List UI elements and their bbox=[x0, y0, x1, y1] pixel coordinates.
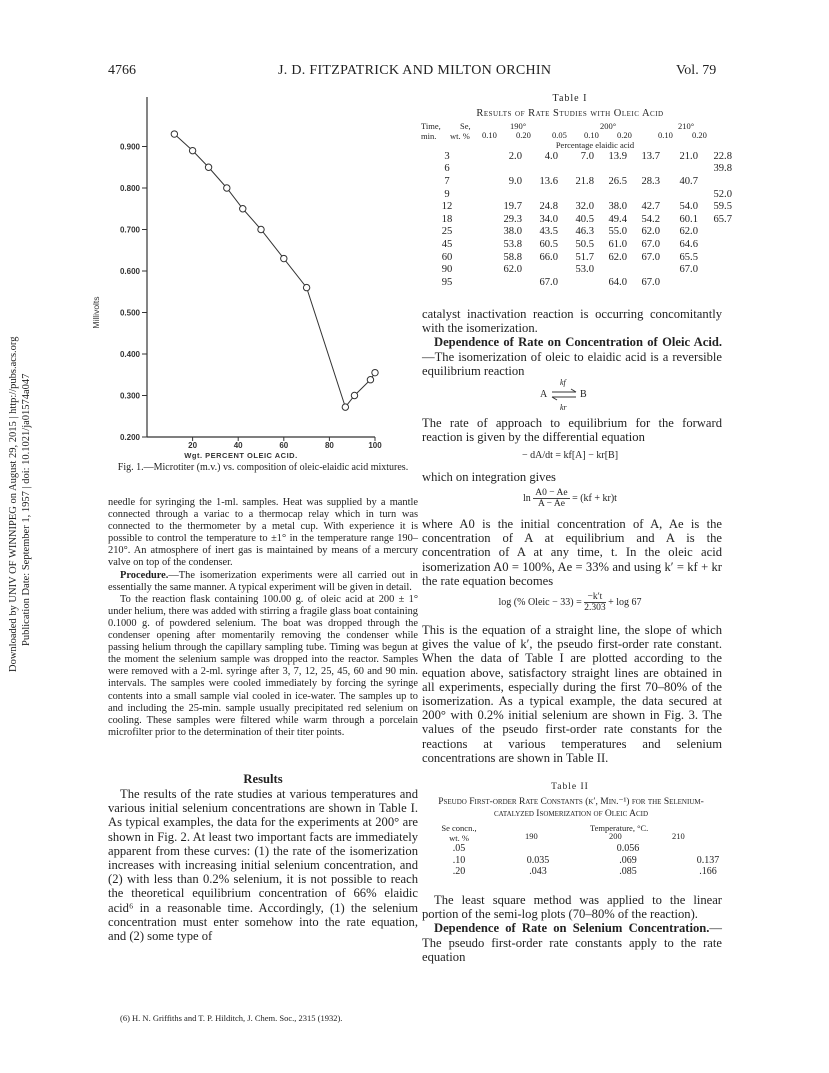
table-cell: 0.137 bbox=[696, 854, 720, 866]
x-tick-label: 20 bbox=[188, 441, 198, 450]
footnote: (6) H. N. Griffiths and T. P. Hilditch, J. Chem. Soc., 2315 (1932). bbox=[120, 1013, 343, 1023]
figure-1-caption bbox=[108, 462, 418, 474]
table-row bbox=[427, 188, 732, 201]
table-cell: 58.8 bbox=[503, 251, 522, 263]
section-heading-oleic: Dependence of Rate on Concentration of Oleic Acid. bbox=[434, 335, 722, 350]
table-cell: 3 bbox=[444, 150, 450, 162]
table-cell: 38.0 bbox=[608, 201, 627, 213]
table-cell: 4.0 bbox=[544, 150, 558, 162]
table-cell: 54.2 bbox=[641, 213, 660, 225]
paragraph: This is the equation of a straight line, the slope of which gives the value of k′, the pseudo first-order rate constant. When the data of Table I are plotted according to the equation above, satisfactory straight lines are obtained in all experiments, especially during the first 70–80% of the isomerization. As a typical example, the data secured at 200° with 0.2% initial selenium are shown in Fig. 3. The values of the pseudo first-order rate constants for the reactions at various temperatures and selenium concentrations are shown in Table II. bbox=[422, 623, 722, 765]
table-cell bbox=[522, 188, 558, 201]
equation-2: ln $\frac{A0 - Ae}{A - Ae}$ = (kf + kr)t bbox=[523, 488, 617, 509]
table1-temp-190: 190° bbox=[510, 121, 527, 131]
table-cell: 40.5 bbox=[575, 213, 594, 225]
table-cell: 2.0 bbox=[508, 150, 522, 162]
paragraph-straight-line bbox=[422, 623, 722, 765]
y-tick-label: 0.700 bbox=[119, 225, 140, 235]
table2 bbox=[440, 843, 758, 878]
table-cell: 40.7 bbox=[679, 175, 698, 187]
table-cell: 49.4 bbox=[608, 213, 627, 225]
paragraph bbox=[422, 335, 722, 378]
table-cell bbox=[467, 276, 522, 289]
table-cell: 39.8 bbox=[713, 163, 732, 175]
data-point bbox=[372, 369, 378, 375]
paragraph: The results of the rate studies at various temperatures and various initial selenium concentrations are shown in Table I. As typical examples, the data for the experiments at 200° are shown in Fig. 2. At least two important facts are immediately apparent from these curves: (1) the rate of the isomerization increases with increasing initial selenium concentration, and (2) with less than 0.2% selenium, it is not possible to reach the theoretical equilibrium concentration of 66% elaidic acid⁶ in a reasonable time. Accordingly, (1) the selenium concentration must enter somehow into the rate equation, and (2) some type of bbox=[108, 787, 418, 944]
table-cell: 67.0 bbox=[641, 276, 660, 288]
table-row bbox=[427, 150, 732, 163]
table-cell: 9 bbox=[444, 188, 450, 200]
paragraph-definitions bbox=[422, 517, 722, 588]
paragraph bbox=[422, 921, 722, 964]
table-row bbox=[427, 238, 732, 251]
left-column bbox=[108, 497, 418, 739]
table-cell: 62.0 bbox=[608, 251, 627, 263]
table-cell: 6 bbox=[444, 163, 450, 175]
table-cell: 13.6 bbox=[539, 175, 558, 187]
table-cell: 13.7 bbox=[641, 150, 660, 162]
y-tick-label: 0.400 bbox=[119, 350, 140, 359]
table-cell: 61.0 bbox=[608, 238, 627, 250]
table-cell: 24.8 bbox=[539, 201, 558, 213]
y-tick-label: 0.800 bbox=[119, 184, 140, 193]
table-cell: .043 bbox=[529, 866, 547, 878]
table-cell: .085 bbox=[619, 866, 637, 878]
data-point bbox=[224, 185, 230, 191]
table-cell bbox=[627, 263, 660, 276]
equation-1: − dA/dt = kf[A] − kr[B] bbox=[521, 450, 619, 461]
table-cell: 60 bbox=[441, 251, 453, 263]
download-stamp bbox=[8, 262, 30, 682]
table-cell: 0.056 bbox=[616, 843, 640, 855]
table-cell: 22.8 bbox=[713, 150, 732, 162]
table-cell: .10 bbox=[452, 854, 466, 866]
table-cell bbox=[467, 163, 522, 176]
table-cell: 95 bbox=[441, 276, 453, 288]
table-cell: 67.0 bbox=[641, 251, 660, 263]
table1-temp-210: 210° bbox=[678, 121, 695, 131]
table1-time-header: Time, min. bbox=[421, 121, 441, 141]
table-cell: 62.0 bbox=[641, 226, 660, 238]
table-cell bbox=[698, 276, 732, 289]
equilibrium-arrow-icon bbox=[550, 388, 578, 402]
table-cell: 50.5 bbox=[575, 238, 594, 250]
table1-temp-200: 200° bbox=[600, 121, 617, 131]
reaction-scheme bbox=[540, 378, 620, 414]
table-cell bbox=[558, 276, 594, 289]
table-cell: 67.0 bbox=[539, 276, 558, 288]
y-tick-label: 0.200 bbox=[119, 433, 140, 442]
table-cell bbox=[594, 163, 627, 176]
x-axis-label: Wgt. PERCENT OLEIC ACID. bbox=[184, 451, 298, 460]
table-cell: 65.5 bbox=[679, 251, 698, 263]
running-title: J. D. FITZPATRICK AND MILTON ORCHIN bbox=[278, 63, 552, 78]
table-cell: 12 bbox=[441, 201, 453, 213]
table-cell: .166 bbox=[699, 866, 717, 878]
table-cell: 66.0 bbox=[539, 251, 558, 263]
table-cell bbox=[660, 276, 698, 289]
data-point bbox=[367, 377, 373, 383]
table-row bbox=[427, 163, 732, 176]
data-point bbox=[342, 404, 348, 410]
table-cell: 54.0 bbox=[679, 201, 698, 213]
table-row bbox=[440, 866, 758, 878]
data-point bbox=[171, 131, 177, 137]
data-point bbox=[281, 255, 287, 261]
y-tick-label: 0.600 bbox=[119, 267, 140, 276]
table-cell: 9.0 bbox=[508, 175, 522, 187]
figure-caption-text: —Microtiter (m.v.) vs. composition of oleic-elaidic acid mixtures. bbox=[143, 462, 409, 473]
series-line bbox=[174, 134, 375, 407]
table-cell bbox=[594, 263, 627, 276]
table-cell: 62.0 bbox=[503, 264, 522, 276]
table-cell: 7.0 bbox=[580, 150, 594, 162]
table1-label: Table I bbox=[552, 93, 588, 104]
table-cell: 43.5 bbox=[539, 226, 558, 238]
table2-col-210: 210 bbox=[672, 831, 685, 841]
rxn-a: A bbox=[540, 389, 548, 400]
table-row bbox=[427, 175, 732, 188]
section-heading-selenium: Dependence of Rate on Selenium Concentration. bbox=[434, 921, 710, 936]
table1-title: Results of Rate Studies with Oleic Acid bbox=[476, 108, 664, 119]
table2-title: Pseudo First-order Rate Constants (k′, Min.⁻¹) for the Selenium-catalyzed Isomerization of Oleic Acid bbox=[438, 797, 704, 819]
table-cell bbox=[478, 843, 598, 855]
y-tick-label: 0.300 bbox=[119, 391, 140, 401]
table-cell: 60.5 bbox=[539, 238, 558, 250]
procedure-heading: Procedure. bbox=[120, 569, 169, 581]
table-cell bbox=[627, 163, 660, 176]
table2-temp-header: Temperature, °C. bbox=[590, 823, 649, 833]
table-cell bbox=[660, 188, 698, 201]
table-cell: 38.0 bbox=[503, 226, 522, 238]
table-cell: 60.1 bbox=[679, 213, 698, 225]
x-tick-label: 100 bbox=[368, 441, 382, 450]
results-paragraph bbox=[108, 787, 418, 943]
data-point bbox=[240, 206, 246, 212]
table-cell: 53.0 bbox=[575, 264, 594, 276]
table2-col-200: 200 bbox=[609, 831, 622, 841]
table-cell: 0.035 bbox=[526, 854, 550, 866]
paragraph-rate bbox=[422, 416, 722, 444]
paragraph: To the reaction flask containing 100.00 g. of oleic acid at 200 ± 1° under helium, there was added with stirring a fragile glass boat containing 0.1000 g. of powdered selenium. The boat was dropped through the condenser opening after momentarily removing the condenser while passing helium through the capillary sampling tube. Timing was begun at the moment the selenium sample was dropped into the reactor. Samples were removed with a 2-ml. syringe after 3, 7, 12, 25, 45, 60 and 90 min. intervals. The samples were cooled immediately by forcing the syringe contents into a small sample vial cooled in ice-water. The samples up to and including the 25-min. sample usually precipitated red selenium on cooling. These samples were filtered while warm through a porcelain microfilter prior to the determination of their titer points. bbox=[108, 593, 418, 738]
table2-col-190: 190 bbox=[525, 831, 538, 841]
table-row bbox=[427, 213, 732, 226]
table2-label: Table II bbox=[551, 782, 589, 792]
table-row bbox=[427, 251, 732, 264]
paragraph bbox=[108, 570, 418, 594]
table-cell: 67.0 bbox=[679, 264, 698, 276]
table-cell bbox=[658, 843, 758, 855]
download-stamp-line1: Downloaded by UNIV OF WINNIPEG on August 29, 2015 | http://pubs.acs.org bbox=[8, 336, 19, 672]
table-cell bbox=[467, 188, 522, 201]
table-cell: 90 bbox=[441, 264, 453, 276]
procedure-text: —The isomerization experiments were all carried out in essentially the same manner. A typical experiment will be given in detail. bbox=[108, 569, 418, 593]
table-cell bbox=[660, 163, 698, 176]
table-cell: 21.0 bbox=[679, 150, 698, 162]
table-cell: 13.9 bbox=[608, 150, 627, 162]
table-cell: .20 bbox=[452, 866, 466, 878]
table-row bbox=[440, 855, 758, 867]
table-cell: 28.3 bbox=[641, 175, 660, 187]
table-cell: .069 bbox=[619, 854, 637, 866]
table-cell: 29.3 bbox=[503, 213, 522, 225]
table-cell: 51.7 bbox=[575, 251, 594, 263]
table1-se-header: Se, wt. % bbox=[450, 121, 471, 141]
paragraph-text: —The pseudo first-order rate constants apply to the rate equation bbox=[422, 921, 722, 964]
table-cell bbox=[558, 163, 594, 176]
table-cell: 59.5 bbox=[713, 201, 732, 213]
table-row bbox=[427, 226, 732, 239]
x-tick-label: 40 bbox=[233, 441, 243, 450]
table-cell: 62.0 bbox=[679, 226, 698, 238]
data-point bbox=[258, 226, 264, 232]
paragraph: The rate of approach to equilibrium for the forward reaction is given by the differential equation bbox=[422, 416, 722, 445]
table-cell bbox=[558, 188, 594, 201]
figure-caption-label: Fig. 1. bbox=[117, 462, 144, 473]
volume-number: Vol. 79 bbox=[676, 63, 717, 78]
table-cell: 64.0 bbox=[608, 276, 627, 288]
figure-1-chart bbox=[75, 85, 415, 480]
data-point bbox=[205, 164, 211, 170]
paragraph: The least square method was applied to the linear portion of the semi-log plots (70–80% of the reaction). bbox=[422, 893, 722, 922]
paragraph: catalyst inactivation reaction is occurring concomitantly with the isomerization. bbox=[422, 307, 722, 336]
table-cell: .05 bbox=[452, 843, 466, 855]
table-cell bbox=[594, 188, 627, 201]
table-cell: 34.0 bbox=[539, 213, 558, 225]
table-cell bbox=[627, 188, 660, 201]
y-tick-label: 0.900 bbox=[119, 142, 140, 152]
data-point bbox=[351, 392, 357, 398]
table-cell: 26.5 bbox=[608, 175, 627, 187]
table-row bbox=[427, 200, 732, 213]
table-cell bbox=[698, 226, 732, 239]
table-cell: 46.3 bbox=[575, 226, 594, 238]
table-cell: 42.7 bbox=[641, 201, 660, 213]
table-cell bbox=[698, 238, 732, 251]
table-cell bbox=[522, 163, 558, 176]
table-cell: 52.0 bbox=[713, 188, 732, 200]
y-axis-label: Millivolts bbox=[91, 296, 101, 329]
table-cell: 67.0 bbox=[641, 238, 660, 250]
table-cell bbox=[698, 251, 732, 264]
table-cell: 45 bbox=[441, 238, 453, 250]
table-cell: 7 bbox=[444, 175, 450, 187]
rxn-kf: kf bbox=[560, 378, 566, 387]
table-cell: 21.8 bbox=[575, 175, 594, 187]
page-number: 4766 bbox=[108, 63, 136, 78]
table1 bbox=[427, 150, 732, 289]
y-tick-label: 0.500 bbox=[119, 308, 140, 318]
paragraph-text: —The isomerization of oleic to elaidic acid is a reversible equilibrium reaction bbox=[422, 349, 722, 378]
paragraph: where A0 is the initial concentration of A, Ae is the concentration of A at equilibrium and A is the concentration of A at any time, t. In the oleic acid isomerization A0 = 100%, Ae = 33% and using k′ = kf + kr the rate equation becomes bbox=[422, 517, 722, 588]
table-cell: 32.0 bbox=[575, 201, 594, 213]
right-column-top bbox=[422, 307, 722, 378]
table-cell: 64.6 bbox=[679, 238, 698, 250]
table-row bbox=[440, 843, 758, 855]
table-cell: 55.0 bbox=[608, 226, 627, 238]
x-tick-label: 80 bbox=[324, 441, 334, 450]
table-cell bbox=[698, 263, 732, 276]
paragraph: needle for syringing the 1-ml. samples. Heat was supplied by a mantle connected through a variac to a thermocap relay which in turn was connected to the thermometer by a metal cup. With experience it is possible to control the temperature to ±1° in the temperature range 190–210°. An atmosphere of inert gas is maintained by means of a mercury valve on top of the condenser. bbox=[108, 497, 418, 569]
results-heading: Results bbox=[243, 772, 283, 786]
table2-se-header: Se concn., wt. % bbox=[441, 823, 477, 843]
table-cell: 25 bbox=[441, 226, 453, 238]
data-point bbox=[189, 147, 195, 153]
table-cell: 19.7 bbox=[503, 201, 522, 213]
equation-3: log (% Oleic − 33) = $\frac{-k't}{2.303}$ + log 67 bbox=[498, 592, 642, 613]
table1-subheader: Percentage elaidic acid bbox=[555, 140, 635, 150]
paragraph-least-square bbox=[422, 893, 722, 964]
table-cell: 53.8 bbox=[503, 238, 522, 250]
table-row bbox=[427, 276, 732, 289]
rxn-kr: kr bbox=[560, 403, 567, 412]
table-cell: 18 bbox=[441, 213, 453, 225]
table-cell bbox=[698, 175, 732, 188]
download-stamp-line2: Publication Date: September 1, 1957 | doi: 10.1021/ja01574a047 bbox=[21, 373, 32, 646]
table-cell bbox=[522, 263, 558, 276]
table-row bbox=[427, 263, 732, 276]
paragraph-integration: which on integration gives bbox=[422, 470, 556, 484]
data-point bbox=[303, 284, 309, 290]
x-tick-label: 60 bbox=[279, 441, 289, 450]
rxn-b: B bbox=[580, 389, 587, 400]
table-cell: 65.7 bbox=[713, 213, 732, 225]
